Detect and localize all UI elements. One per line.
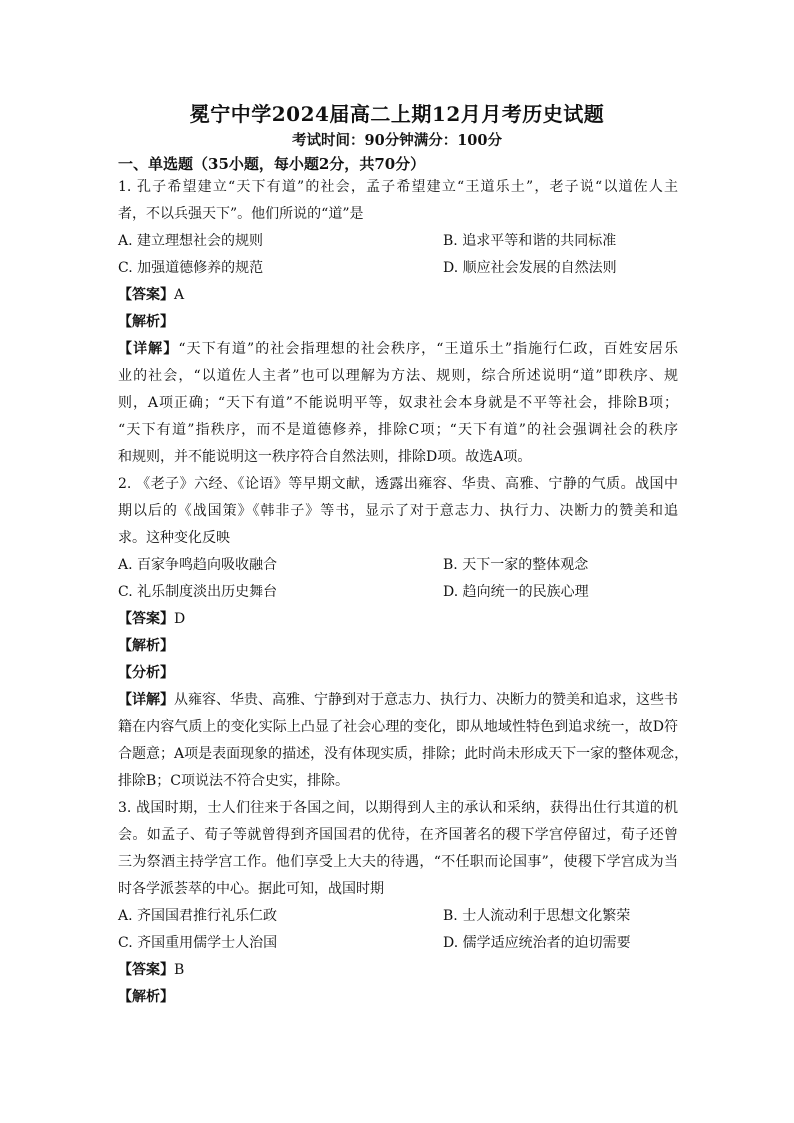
q3-analysis-label: 【解析】 (118, 989, 174, 1005)
q1-stem-line: 1. 孔子希望建立“天下有道”的社会，孟子希望建立“王道乐土”，老子说“以道佐人主 (118, 179, 678, 195)
answer-value: B (174, 962, 185, 978)
q2-fenxi-label: 【分析】 (118, 665, 174, 681)
detail-label: 【详解】 (118, 692, 174, 708)
answer-value: D (174, 611, 186, 627)
q1-stem-line: 者，不以兵强天下”。他们所说的“道”是 (118, 206, 364, 222)
q1-detail-line: “天下有道”指秩序，而不是道德修养，排除C项；“天下有道”的社会强调社会的秩序 (118, 422, 678, 438)
q3-answer (118, 960, 184, 980)
q1-detail-line: 和规则，并不能说明这一秩序符合自然法则，排除D项。故选A项。 (118, 449, 532, 465)
q2-detail-line: 籍在内容气质上的变化实际上凸显了社会心理的变化，即从地域性特色到追求统一，故D符 (118, 719, 678, 735)
section-heading: 一、单选题（35小题，每小题2分，共70分） (118, 155, 426, 173)
answer-label: 【答案】 (118, 611, 174, 627)
q2-option-b: B. 天下一家的整体观念 (443, 557, 589, 573)
detail-text: 从雍容、华贵、高雅、宁静到对于意志力、执行力、决断力的赞美和追求，这些书 (174, 692, 678, 708)
q2-stem-line: 求。这种变化反映 (118, 530, 230, 546)
q1-analysis-label: 【解析】 (118, 314, 174, 330)
q2-detail-line: 排除B；C项说法不符合史实，排除。 (118, 773, 349, 789)
answer-value: A (174, 287, 185, 303)
q3-stem-line: 三为祭酒主持学宫工作。他们享受上大夫的待遇，“不任职而论国事”，使稷下学宫成为当 (118, 854, 678, 870)
detail-text: “天下有道”的社会指理想的社会秩序，“王道乐土”指施行仁政，百姓安居乐 (178, 341, 678, 357)
q1-option-c: C. 加强道德修养的规范 (118, 260, 264, 276)
answer-label: 【答案】 (118, 962, 174, 978)
q2-analysis-label: 【解析】 (118, 638, 174, 654)
q1-option-d: D. 顺应社会发展的自然法则 (443, 260, 617, 276)
detail-label: 【详解】 (118, 341, 179, 357)
q2-stem-line: 期以后的《战国策》《韩非子》等书，显示了对于意志力、执行力、决断力的赞美和追 (118, 503, 678, 519)
exam-time-info: 考试时间：90分钟满分：100分 (292, 132, 502, 149)
q3-stem-line: 时各学派荟萃的中心。据此可知，战国时期 (118, 881, 384, 897)
q1-answer (118, 285, 184, 305)
q2-detail-line (118, 690, 678, 710)
q2-answer (118, 609, 185, 629)
q3-option-c: C. 齐国重用儒学士人治国 (118, 935, 278, 951)
q3-stem-line: 3. 战国时期，士人们往来于各国之间，以期得到人主的承认和采纳，获得出仕行其道的机 (118, 800, 678, 816)
q2-option-c: C. 礼乐制度淡出历史舞台 (118, 584, 278, 600)
q3-stem-line: 会。如孟子、荀子等就曾得到齐国国君的优待，在齐国著名的稷下学宫停留过，荀子还曾 (118, 827, 678, 843)
q3-option-b: B. 士人流动利于思想文化繁荣 (443, 908, 631, 924)
q2-detail-line: 合题意；A项是表面现象的描述，没有体现实质，排除；此时尚未形成天下一家的整体观念， (118, 746, 689, 762)
q2-option-d: D. 趋向统一的民族心理 (443, 584, 589, 600)
q1-option-a: A. 建立理想社会的规则 (118, 233, 264, 249)
q1-detail-line: 则，A项正确；“天下有道”不能说明平等，奴隶社会本身就是不平等社会，排除B项； (118, 395, 678, 411)
q3-option-a: A. 齐国国君推行礼乐仁政 (118, 908, 278, 924)
q1-detail-line: 业的社会，“以道佐人主者”也可以理解为方法、规则，综合所述说明“道”即秩序、规 (118, 368, 678, 384)
exam-title: 冕宁中学2024届高二上期12月月考历史试题 (189, 102, 605, 126)
q1-option-b: B. 追求平等和谐的共同标准 (443, 233, 617, 249)
q2-option-a: A. 百家争鸣趋向吸收融合 (118, 557, 278, 573)
q1-detail-line (118, 339, 678, 359)
q2-stem-line: 2. 《老子》六经、《论语》等早期文献，透露出雍容、华贵、高雅、宁静的气质。战国中 (118, 476, 678, 492)
q3-option-d: D. 儒学适应统治者的迫切需要 (443, 935, 631, 951)
answer-label: 【答案】 (118, 287, 174, 303)
